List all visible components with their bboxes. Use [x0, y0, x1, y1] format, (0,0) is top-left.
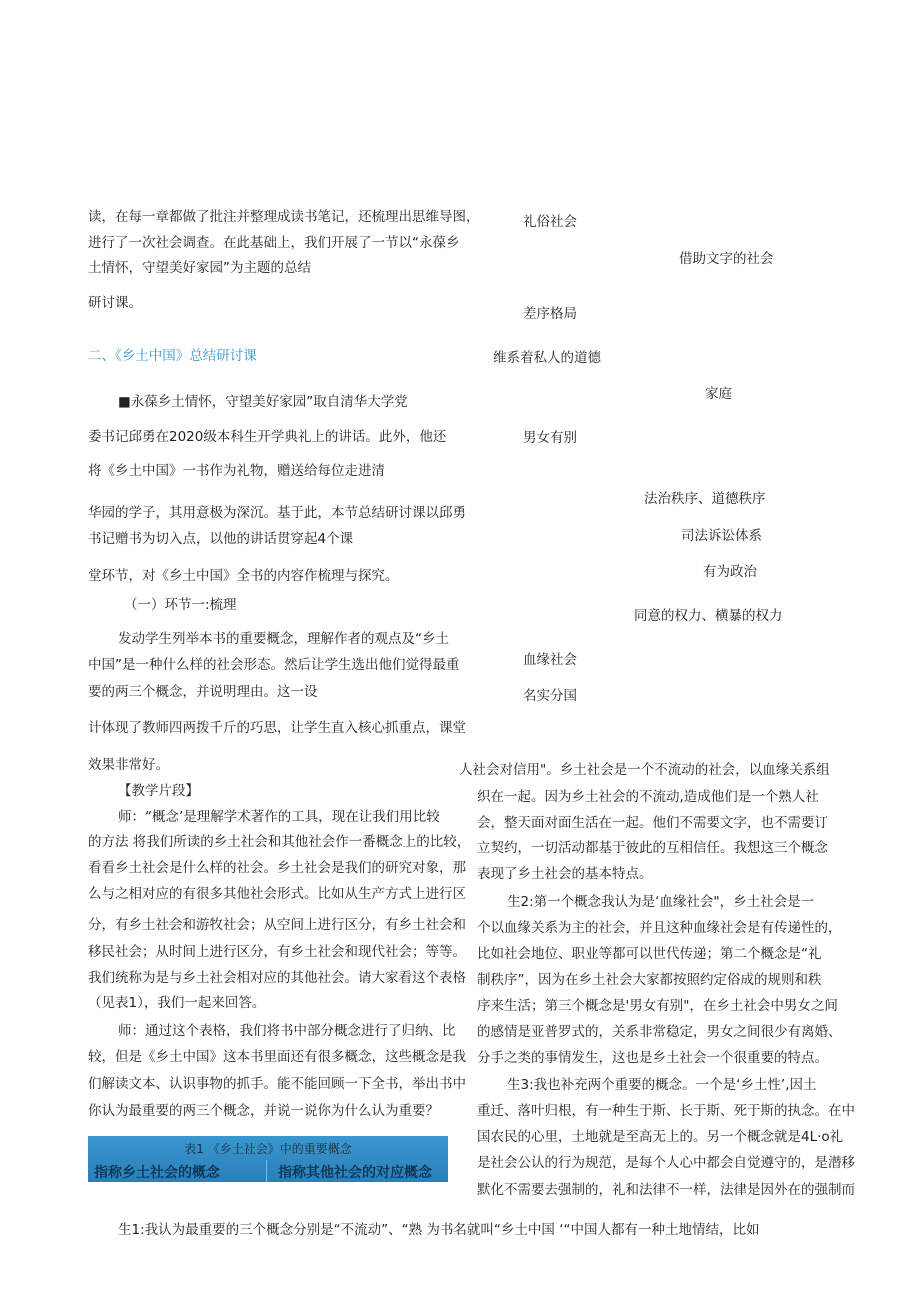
left-p2-line5: 书记赠书为切入点，以他的讲话贯穿起4个课	[88, 531, 354, 547]
left-p3-line1: 发动学生列举本书的重要概念，理解作者的观点及“乡土	[118, 631, 449, 647]
right-s2-line5: 序来生活；第三个概念是'男女有别"，在乡土社会中男女之间	[477, 998, 838, 1014]
left-p1-line2: 进行了一次社会调查。在此基础上，我们开展了一节以“永葆乡	[88, 235, 460, 251]
left-p5-line4: 你认为最重要的两三个概念，并说一说你为什么认为重要？	[88, 1103, 439, 1119]
term-list-item: 借助文字的社会	[679, 251, 774, 267]
section-heading: 二、《乡土中国》总结研讨课	[88, 348, 257, 364]
left-p5-line1: 师：通过这个表格，我们将书中部分概念进行了归纳、比	[118, 1023, 456, 1039]
left-p2-line6: 堂环节，对《乡土中国》全书的内容作梳理与探究。	[88, 568, 399, 584]
left-p4-line8: （见表1），我们一起来回答。	[88, 995, 266, 1011]
right-s2-line6: 的感情是亚普罗式的，关系非常稳定，男女之间很少有离婚、	[477, 1024, 842, 1040]
term-list-item: 维系着私人的道德	[493, 350, 601, 366]
left-p4-line2: 的方法 将我们所读的乡土社会和其他社会作一番概念上的比较，	[88, 834, 471, 850]
term-list-item: 法治秩序、道德秩序	[644, 491, 766, 507]
table-header-col2: 指称其他社会的对应概念	[278, 1165, 432, 1181]
left-p4-line3: 看看乡土社会是什么样的社会。乡土社会是我们的研究对象，那	[88, 860, 466, 876]
left-p5-line3: 们解读文本、认识事物的抓手。能不能回顾一下全书，举出书中	[88, 1076, 466, 1092]
right-s3-line5: 默化不需要去强制的，礼和法律不一样，法律是因外在的强制而	[477, 1182, 855, 1198]
right-s2-line4: 制秩序”，因为在乡土社会大家都按照约定俗成的规则和秩	[477, 972, 822, 988]
right-s3-line1: 生3:我也补充两个重要的概念。一个是‘乡土性’,因土	[507, 1077, 817, 1093]
left-p3-line2: 中国”是一种什么样的社会形态。然后让学生选出他们觉得最重	[88, 657, 460, 673]
right-s3-line3: 国农民的心里，土地就是至高无上的。另一个概念就是4L·o礼	[477, 1129, 844, 1145]
left-p4-line7: 我们统称为是与乡土社会相对应的其他社会。请大家看这个表格	[88, 970, 466, 986]
term-list-item: 同意的权力、横暴的权力	[634, 608, 783, 624]
right-s2-line3: 比如社会地位、职业等都可以世代传递；第二个概念是“礼	[477, 946, 822, 962]
term-list-item: 名实分国	[523, 688, 577, 704]
segment-label: 【教学片段】	[118, 783, 199, 799]
left-p4-line1: 师：“概念’是理解学术著作的工具，现在让我们用比较	[118, 809, 440, 825]
left-p3-line4: 计体现了教师四两拨千斤的巧思，让学生直入核心抓重点，课堂	[88, 720, 466, 736]
right-s1-line5: 表现了乡土社会的基本特点。	[477, 866, 653, 882]
sub-heading: （一）环节一:梳理	[124, 597, 237, 613]
bottom-line: 生1:我认为最重要的三个概念分别是“不流动”、“熟 为书名就叫“乡土中国 ‘“中国人都有一种土地情结，比如	[118, 1222, 760, 1238]
right-s2-line2: 个以血缘关系为主的社会，并且这种血缘社会是有传递性的，	[477, 920, 842, 936]
term-list-item: 家庭	[705, 386, 732, 402]
left-p3-line3: 要的两三个概念，并说明理由。这一设	[88, 684, 318, 700]
term-list-item: 血缘社会	[523, 652, 577, 668]
term-list-item: 差序格局	[523, 306, 577, 322]
table-caption: 表1 《乡土社会》中的重要概念	[184, 1142, 352, 1156]
term-list-item: 男女有别	[523, 430, 577, 446]
right-s3-line4: 是社会公认的行为规范，是每个人心中都会自觉遵守的，是潜移	[477, 1155, 855, 1171]
left-p1-tail: 研讨课。	[88, 295, 142, 311]
right-s2-line1: 生2:第一个概念我认为是‘血缘社会"，乡土社会是一	[507, 894, 815, 910]
right-s1-line3: 会，整天面对面生活在一起。他们不需要文字，也不需要订	[477, 815, 828, 831]
left-p4-line4: 么与之相对应的有很多其他社会形式。比如从生产方式上进行区	[88, 886, 466, 902]
concept-table	[88, 1136, 448, 1182]
term-list-item: 司法诉讼体系	[681, 528, 762, 544]
right-s3-line2: 重迁、落叶归根，有一种生于斯、长于斯、死于斯的执念。在中	[477, 1103, 855, 1119]
left-p2-line1: ■永葆乡土情怀，守望美好家园”取自清华大学党	[118, 394, 408, 410]
right-s2-line7: 分手之类的事情发生，这也是乡土社会一个很重要的特点。	[477, 1050, 828, 1066]
left-p2-line4: 华园的学子，其用意极为深沉。基于此，本节总结研讨课以邱勇	[88, 505, 466, 521]
left-p4-line5: 分，有乡土社会和游牧社会；从空间上进行区分，有乡土社会和	[88, 917, 466, 933]
left-p2-line2: 委书记邱勇在2020级本科生开学典礼上的讲话。此外，他还	[88, 429, 447, 445]
left-p1-line1: 读，在每一章都做了批注并整理成读书笔记，还梳理出思维导图，	[88, 209, 480, 225]
term-list-item: 礼俗社会	[523, 214, 577, 230]
left-p3-line5: 效果非常好。	[88, 757, 169, 773]
left-p4-line6: 移民社会；从时间上进行区分，有乡土社会和现代社会；等等。	[88, 944, 466, 960]
right-s1-line2: 织在一起。因为乡土社会的不流动,造成他们是一个熟人社	[477, 789, 819, 805]
left-p1-line3: 土情怀，守望美好家园”为主题的总结	[88, 260, 311, 276]
table-column-divider	[266, 1160, 267, 1182]
left-p2-line3: 将《乡土中国》一书作为礼物，赠送给每位走进清	[88, 463, 385, 479]
term-list-item: 有为政治	[703, 564, 757, 580]
right-s1-line4: 立契约，一切活动都基于彼此的互相信任。我想这三个概念	[477, 840, 828, 856]
right-s1-line1: 人社会对信用"。乡土社会是一个不流动的社会，以血缘关系组	[459, 762, 830, 778]
left-p5-line2: 较，但是《乡土中国》这本书里面还有很多概念，这些概念是我	[88, 1049, 466, 1065]
table-header-col1: 指称乡土社会的概念	[94, 1165, 220, 1181]
